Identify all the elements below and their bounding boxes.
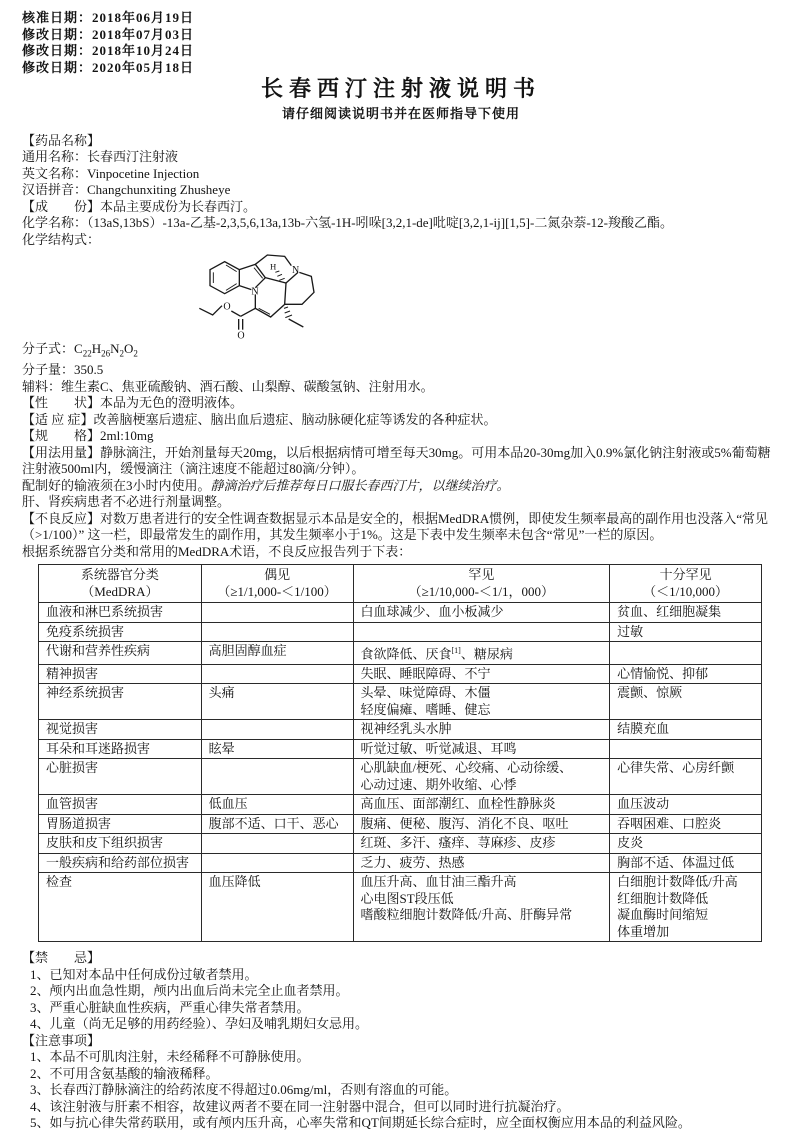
cell-uncommon (201, 834, 353, 854)
cell-soc: 一般疾病和给药部位损害 (39, 853, 202, 873)
molecular-weight: 分子量：350.5 (22, 362, 104, 378)
table-row (39, 873, 762, 942)
contraindication-item: 4、儿童（尚无足够的用药经验）、孕妇及哺乳期妇女忌用。 (30, 1016, 369, 1032)
cell-rare: 听觉过敏、听觉减退、耳鸣 (353, 739, 610, 759)
table-row (39, 603, 762, 623)
revision-date: 修改日期：2020年05月18日 (22, 59, 195, 75)
precaution-item: 4、该注射液与肝素不相容，故建议两者不要在同一注射器中混合，但可以同时进行抗凝治疗。 (30, 1098, 570, 1114)
section-adverse-reactions: 【不良反应】对数万患者进行的安全性调查数据显示本品是安全的，根据MedDRA惯例，即使发生频率最高的副作用也没落入“常见（>1/100）” 这一栏，即最常发生的副作用，其发生频率小于1%。这是下表中发生频率未包含“常见”一栏的原因。 (22, 510, 769, 543)
atom-label-n1: N (251, 286, 259, 298)
excipients: 辅料：维生素C、焦亚硫酸钠、酒石酸、山梨醇、碳酸氢钠、注射用水。 (22, 378, 434, 394)
approval-date: 核准日期：2018年06月19日 (22, 10, 195, 25)
cell-rare: 白血球减少、血小板减少 (353, 603, 610, 623)
cell-rare: 视神经乳头水肿 (353, 720, 610, 740)
cell-very-rare: 胸部不适、体温过低 (610, 853, 762, 873)
dosage-renal-hepatic: 肝、肾疾病患者不必进行剂量调整。 (22, 494, 231, 510)
vinpocetine-structure-drawing (172, 251, 424, 342)
section-description: 【性 状】本品为无色的澄明液体。 (22, 395, 244, 411)
cell-uncommon (201, 603, 353, 623)
contraindication-item: 1、已知对本品中任何成份过敏者禁用。 (30, 966, 258, 982)
cell-rare: 高血压、面部潮红、血栓性静脉炎 (353, 795, 610, 815)
cell-soc: 皮肤和皮下组织损害 (39, 834, 202, 854)
precaution-item: 1、本品不可肌肉注射，未经稀释不可静脉使用。 (30, 1049, 310, 1065)
col-header-soc: 系统器官分类 （MedDRA） (39, 565, 202, 603)
section-dosage: 【用法用量】静脉滴注，开始剂量每天20mg，以后根据病情可增至每天30mg。可用本品20-30mg加入0.9%氯化钠注射液或5%葡萄糖注射液500ml内，缓慢滴注（滴注速度不能超过80滴/分钟）。 (22, 444, 771, 477)
col-header-rare: 罕见 （≥1/10,000-＜1/1，000） (353, 565, 610, 603)
table-row (39, 739, 762, 759)
cell-uncommon: 腹部不适、口干、恶心 (201, 814, 353, 834)
table-header-row (39, 565, 762, 603)
pinyin-name: 汉语拼音：Changchunxiting Zhusheye (22, 182, 231, 197)
revision-date: 修改日期：2018年10月24日 (22, 43, 195, 58)
formula-o-count: 2 (133, 348, 138, 359)
cell-rare: 头晕、味觉障碍、木僵 轻度偏瘫、嗜睡、健忘 (353, 684, 610, 720)
cell-soc: 精神损害 (39, 664, 202, 684)
precaution-item: 2、不可用含氨基酸的输液稀释。 (30, 1065, 219, 1081)
cell-uncommon (201, 622, 353, 642)
cell-rare: 腹痛、便秘、腹泻、消化不良、呕吐 (353, 814, 610, 834)
section-contraindications: 【禁 忌】 (22, 950, 101, 966)
cell-very-rare: 心情愉悦、抑郁 (610, 664, 762, 684)
cell-very-rare: 吞咽困难、口腔炎 (610, 814, 762, 834)
cell-uncommon (201, 664, 353, 684)
cell-uncommon (201, 853, 353, 873)
dosage-note (22, 478, 780, 495)
formula-h: H (91, 341, 102, 356)
cell-very-rare: 白细胞计数降低/升高 红细胞计数降低 凝血酶时间缩短 体重增加 (610, 873, 762, 942)
revision-date: 修改日期：2018年07月03日 (22, 26, 195, 42)
formula-n-count: 2 (119, 348, 124, 359)
cell-very-rare: 贫血、红细胞凝集 (610, 603, 762, 623)
cell-very-rare: 过敏 (610, 622, 762, 642)
cell-very-rare: 血压波动 (610, 795, 762, 815)
structure-label: 化学结构式： (22, 231, 101, 247)
section-indications: 【适 应 症】改善脑梗塞后遗症、脑出血后遗症、脑动脉硬化症等诱发的各种症状。 (22, 411, 497, 427)
formula-c-count: 22 (82, 348, 92, 359)
table-row (39, 720, 762, 740)
generic-name: 通用名称：长春西汀注射液 (22, 149, 179, 164)
table-row (39, 642, 762, 665)
page-subtitle: 请仔细阅读说明书并在医师指导下使用 (281, 106, 520, 121)
cell-uncommon: 眩晕 (201, 739, 353, 759)
cell-uncommon: 头痛 (201, 684, 353, 720)
formula-label: 分子式： (22, 341, 75, 356)
table-row (39, 853, 762, 873)
cell-uncommon (201, 759, 353, 795)
atom-label-n4: N (292, 265, 300, 276)
cell-uncommon: 高胆固醇血症 (201, 642, 353, 665)
cell-soc: 心脏损害 (39, 759, 202, 795)
cell-soc: 血液和淋巴系统损害 (39, 603, 202, 623)
dosage-note-italic: 静滴治疗后推荐每日口服长春西汀片，以继续治疗。 (210, 477, 510, 493)
cell-rare: 血压升高、血甘油三酯升高 心电图ST段压低 嗜酸粒细胞计数降低/升高、肝酶异常 (353, 873, 610, 942)
cell-soc: 血管损害 (39, 795, 202, 815)
cell-rare: 心肌缺血/梗死、心绞痛、心动徐缓、 心动过速、期外收缩、心悸 (353, 759, 610, 795)
formula-o: O (123, 341, 134, 356)
section-specification: 【规 格】2ml:10mg (22, 428, 154, 444)
page-title: 长春西汀注射液说明书 (260, 76, 541, 101)
chemical-structure (172, 251, 780, 342)
table-row (39, 759, 762, 795)
cell-very-rare (610, 642, 762, 665)
cell-very-rare: 心律失常、心房纤颤 (610, 759, 762, 795)
contraindication-item: 2、颅内出血急性期，颅内出血后尚未完全止血者禁用。 (30, 983, 349, 999)
approval-dates (22, 10, 780, 76)
cell-soc: 代谢和营养性疾病 (39, 642, 202, 665)
table-row (39, 795, 762, 815)
table-row (39, 834, 762, 854)
cell-soc: 耳朵和耳迷路损害 (39, 739, 202, 759)
section-composition: 【成 份】本品主要成份为长春西汀。 (22, 198, 257, 214)
cell-rare (353, 622, 610, 642)
cell-uncommon: 血压降低 (201, 873, 353, 942)
atom-label-o-ester: O (223, 301, 231, 313)
english-name: 英文名称：Vinpocetine Injection (22, 165, 200, 181)
dosage-note-normal: 配制好的输液须在3小时内使用。 (22, 477, 211, 493)
formula-n: N (110, 341, 120, 356)
atom-label-o-carbonyl: O (237, 330, 245, 342)
col-header-very-rare: 十分罕见 （＜1/10,000） (610, 565, 762, 603)
adr-table-intro: 根据系统器官分类和常用的MedDRA术语，不良反应报告列于下表： (22, 543, 412, 559)
cell-soc: 检查 (39, 873, 202, 942)
formula-h-count: 26 (101, 348, 111, 359)
cell-soc: 视觉损害 (39, 720, 202, 740)
section-precautions: 【注意事项】 (22, 1032, 101, 1048)
cell-soc: 胃肠道损害 (39, 814, 202, 834)
cell-very-rare (610, 739, 762, 759)
table-row (39, 684, 762, 720)
cell-uncommon (201, 720, 353, 740)
precaution-item: 5、如与抗心律失常药联用，或有颅内压升高，心率失常和QT间期延长综合症时，应全面权衡应用本品的利益风险。 (30, 1115, 691, 1131)
table-row (39, 664, 762, 684)
chemical-name: 化学名称：（13aS,13bS）-13a-乙基-2,3,5,6,13a,13b-六氢-1H-吲哚[3,2,1-de]吡啶[3,2,1-ij][1,5]-二氮杂萘-12-羧酸乙酯。 (22, 215, 673, 230)
cell-text: 食欲降低、厌食 (360, 646, 452, 662)
cell-text: 、糖尿病 (460, 646, 513, 662)
table-row (39, 814, 762, 834)
cell-rare (353, 642, 610, 665)
cell-rare: 失眠、睡眠障碍、不宁 (353, 664, 610, 684)
cell-very-rare: 皮炎 (610, 834, 762, 854)
cell-very-rare: 结膜充血 (610, 720, 762, 740)
cell-soc: 神经系统损害 (39, 684, 202, 720)
molecular-formula (22, 341, 780, 362)
cell-rare: 乏力、疲劳、热感 (353, 853, 610, 873)
cell-soc: 免疫系统损害 (39, 622, 202, 642)
precaution-item: 3、长春西汀静脉滴注的给药浓度不得超过0.06mg/ml，否则有溶血的可能。 (30, 1082, 458, 1098)
cell-very-rare: 震颤、惊厥 (610, 684, 762, 720)
atom-label-h: H (270, 261, 277, 272)
col-header-uncommon: 偶见 （≥1/1,000-＜1/100） (201, 565, 353, 603)
formula-c: C (74, 341, 83, 356)
cell-rare: 红斑、多汗、瘙痒、荨麻疹、皮疹 (353, 834, 610, 854)
contraindication-item: 3、严重心脏缺血性疾病，严重心律失常者禁用。 (30, 999, 310, 1015)
footnote-marker: [1] (451, 646, 461, 656)
table-row (39, 622, 762, 642)
adverse-reactions-table (38, 564, 762, 942)
section-drug-name: 【药品名称】 (22, 132, 101, 148)
cell-uncommon: 低血压 (201, 795, 353, 815)
